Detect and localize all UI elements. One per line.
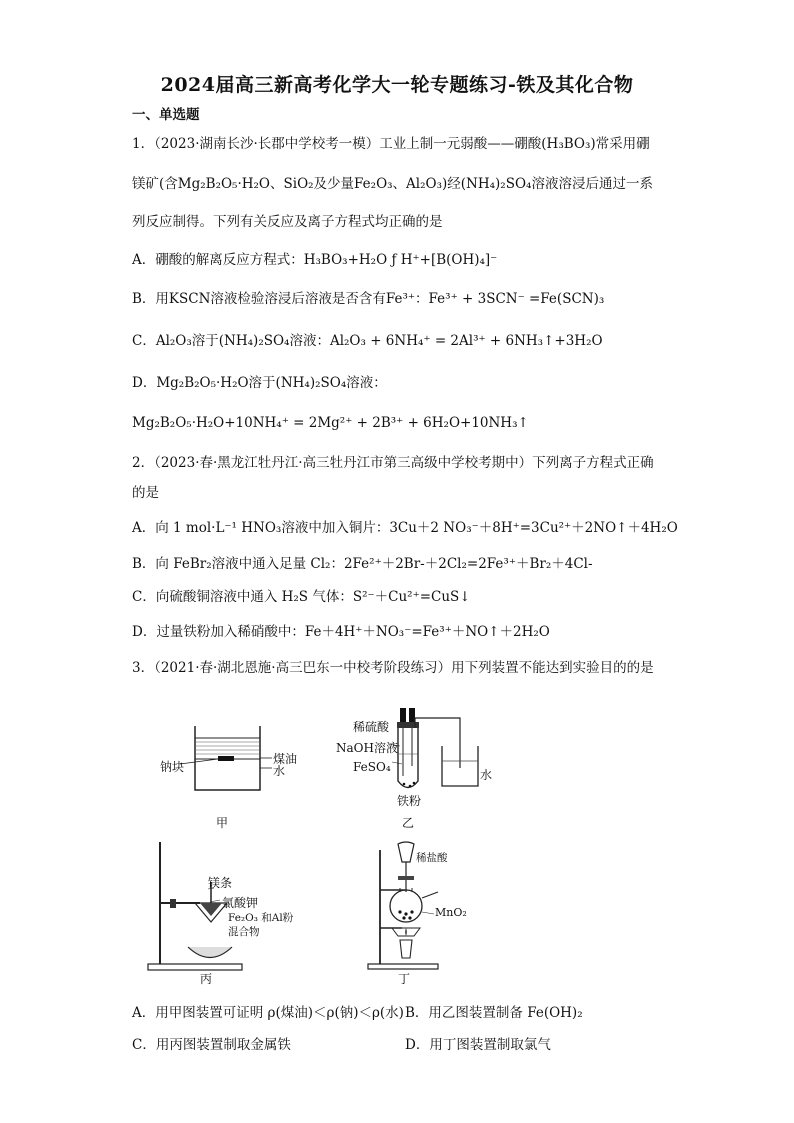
figure-bing <box>140 840 320 990</box>
figure-bing-label-kclo3: 氯酸钾 <box>222 896 259 910</box>
figure-ding-label-mno2: MnO₂ <box>435 906 467 919</box>
figure-yi-label-acid: 稀硫酸 <box>353 720 390 734</box>
figure-bing-label-mg: 镁条 <box>208 876 233 890</box>
page-title: 2024届高三新高考化学大一轮专题练习-铁及其化合物 <box>160 74 634 96</box>
section-heading: 一、单选题 <box>132 107 200 123</box>
q1-option-c: C．Al₂O₃溶于(NH₄)₂SO₄溶液：Al₂O₃ + 6NH₄⁺ = 2Al³⁺ + 6NH₃↑+3H₂O <box>132 333 603 349</box>
q3-option-c: C．用丙图装置制取金属铁 <box>132 1037 291 1053</box>
figure-jia-caption: 甲 <box>216 816 229 830</box>
figure-yi-label-feso4: FeSO₄ <box>353 760 391 774</box>
q1-stem-line1: 1．（2023·湖南长沙·长郡中学校考一模）工业上制一元弱酸——硼酸(H₃BO₃)常采用硼 <box>132 136 650 152</box>
q1-stem-line2: 镁矿(含Mg₂B₂O₅·H₂O、SiO₂及少量Fe₂O₃、Al₂O₃)经(NH₄)₂SO₄溶液溶浸后通过一系 <box>132 176 653 192</box>
figure-yi <box>330 706 493 831</box>
q3-option-d: D．用丁图装置制取氯气 <box>405 1037 551 1053</box>
figure-ding-caption: 丁 <box>398 972 411 986</box>
q1-option-b: B．用KSCN溶液检验溶浸后溶液是否含有Fe³⁺：Fe³⁺ + 3SCN⁻ =Fe(SCN)₃ <box>132 291 605 307</box>
q2-option-b: B．向 FeBr₂溶液中通入足量 Cl₂：2Fe²⁺＋2Br-＋2Cl₂=2Fe³⁺＋Br₂＋4Cl- <box>132 556 593 572</box>
figure-jia-label-na: 钠块 <box>160 760 185 774</box>
figure-jia <box>160 718 310 828</box>
q3-option-a: A．用甲图装置可证明 ρ(煤油)＜ρ(钠)＜ρ(水) <box>132 1005 404 1021</box>
q2-option-d: D．过量铁粉加入稀硝酸中：Fe＋4H⁺＋NO₃⁻=Fe³⁺＋NO↑＋2H₂O <box>132 624 550 640</box>
figure-yi-caption: 乙 <box>402 816 415 830</box>
q2-stem-line2: 的是 <box>132 485 159 501</box>
q1-option-a: A．硼酸的解离反应方程式：H₃BO₃+H₂O ƒ H⁺+[B(OH)₄]⁻ <box>132 252 498 268</box>
q2-stem-line1: 2．（2023·春·黑龙江牡丹江·高三牡丹江市第三高级中学校考期中）下列离子方程式正确 <box>132 455 654 471</box>
figure-yi-label-water: 水 <box>480 768 493 782</box>
q3-options-row2 <box>132 1035 692 1055</box>
q1-option-d-equation: Mg₂B₂O₅·H₂O+10NH₄⁺ = 2Mg²⁺ + 2B³⁺ + 6H₂O+10NH₃↑ <box>132 415 529 431</box>
figure-jia-label-water: 水 <box>273 764 286 778</box>
figure-bing-caption: 丙 <box>200 972 213 986</box>
q2-option-c: C．向硫酸铜溶液中通入 H₂S 气体：S²⁻＋Cu²⁺=CuS↓ <box>132 589 471 605</box>
q3-options-row1 <box>132 1003 692 1023</box>
figure-yi-label-fe: 铁粉 <box>397 794 422 808</box>
figure-bing-label-mix2: 混合物 <box>228 926 260 938</box>
figure-jia-label-oil: 煤油 <box>273 752 298 766</box>
figure-ding-label-hcl: 稀盐酸 <box>416 852 448 864</box>
figure-bing-label-mix1: Fe₂O₃ 和Al粉 <box>228 912 294 924</box>
figure-ding <box>360 840 500 990</box>
q1-stem-line3: 列反应制得。下列有关反应及离子方程式均正确的是 <box>132 214 443 230</box>
figure-yi-label-naoh: NaOH溶液 <box>336 741 398 755</box>
q2-option-a: A．向 1 mol·L⁻¹ HNO₃溶液中加入铜片：3Cu＋2 NO₃⁻＋8H⁺=3Cu²⁺＋2NO↑＋4H₂O <box>132 520 678 536</box>
q3-option-b: B．用乙图装置制备 Fe(OH)₂ <box>405 1005 583 1021</box>
q3-stem: 3．（2021·春·湖北恩施·高三巴东一中校考阶段练习）用下列装置不能达到实验目的的是 <box>132 660 654 676</box>
q1-option-d: D．Mg₂B₂O₅·H₂O溶于(NH₄)₂SO₄溶液： <box>132 375 387 391</box>
